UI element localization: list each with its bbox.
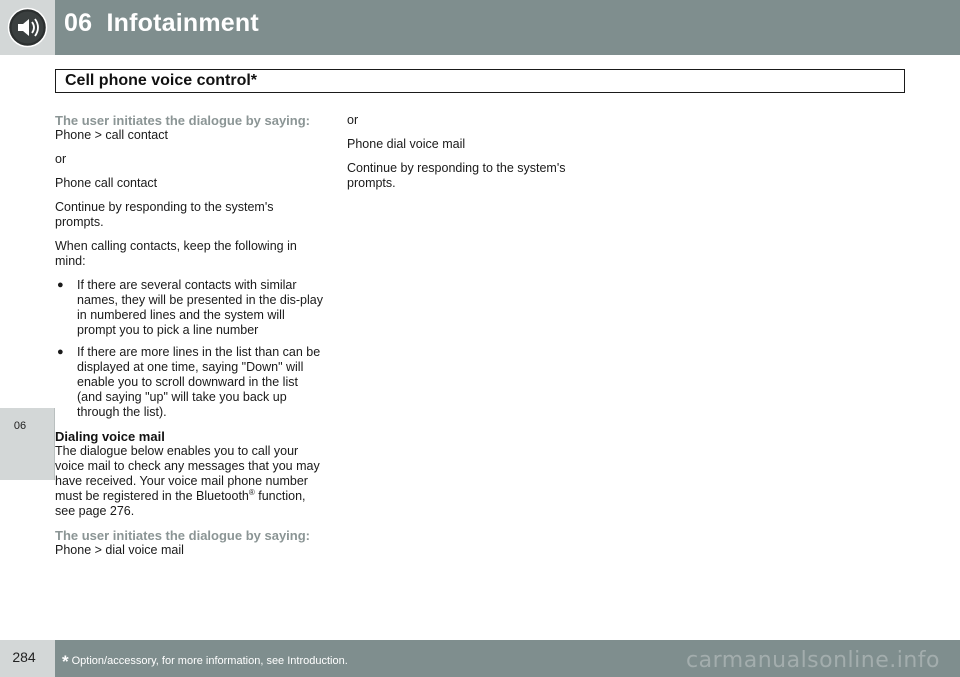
- section-title: Cell phone voice control*: [65, 72, 258, 89]
- footnote: [62, 649, 348, 669]
- chapter-name: Infotainment: [106, 9, 259, 37]
- section-title-bar: [55, 69, 905, 93]
- text-or: or: [55, 152, 67, 166]
- watermark: carmanualsonline.info: [686, 648, 940, 673]
- bullet-icon: ●: [57, 346, 64, 358]
- page-number-box: [0, 640, 55, 677]
- chapter-side-tab: [0, 408, 55, 480]
- command-call-contact: Phone > call contact: [55, 128, 168, 142]
- chapter-title: [64, 9, 259, 38]
- subhead-initiate-dialogue-2: The user initiates the dialogue by saying:: [55, 528, 310, 543]
- side-strip: [0, 55, 55, 640]
- left-column: [55, 113, 325, 567]
- text-or-right: or: [347, 113, 359, 127]
- page-footer: [0, 640, 960, 677]
- bullet-icon: ●: [57, 279, 64, 291]
- text-continue-right: Continue by responding to the system's prompts.: [347, 161, 566, 190]
- speaker-icon: [6, 6, 49, 49]
- list-item: ● If there are several contacts with similar names, they will be presented in the dis-play in numbered lines and the system will prompt you to pick a line number: [57, 278, 323, 337]
- chapter-icon-box: [0, 0, 55, 55]
- subhead-initiate-dialogue: The user initiates the dialogue by saying:: [55, 113, 310, 128]
- text-voice-mail-description: The dialogue below enables you to call your voice mail to check any messages that you may have received. Your voice mail phone number must be registered in the Bluetooth® function, see page 276.: [55, 444, 320, 518]
- registered-mark: ®: [248, 487, 255, 497]
- command-dial-voice-mail-alt: Phone dial voice mail: [347, 137, 466, 151]
- bullet-list: [55, 278, 325, 420]
- command-call-contact-alt: Phone call contact: [55, 176, 158, 190]
- right-column: [347, 113, 597, 200]
- text-continue: Continue by responding to the system's prompts.: [55, 200, 274, 229]
- command-dial-voice-mail: Phone > dial voice mail: [55, 543, 184, 557]
- side-tab-label: 06: [13, 420, 27, 432]
- heading-dialing-voice-mail: Dialing voice mail: [55, 429, 165, 444]
- page-number: 284: [12, 649, 36, 665]
- chapter-number: 06: [64, 9, 93, 37]
- footnote-text: Option/accessory, for more information, see Introduction.: [71, 655, 348, 667]
- list-item: ● If there are more lines in the list than can be displayed at one time, saying "Down" will enable you to scroll downward in the list (and saying "up" will take you back up through the list).: [57, 345, 321, 419]
- text-keep-in-mind: When calling contacts, keep the following in mind:: [55, 239, 297, 268]
- footnote-star: *: [62, 652, 69, 671]
- chapter-header: [0, 0, 960, 55]
